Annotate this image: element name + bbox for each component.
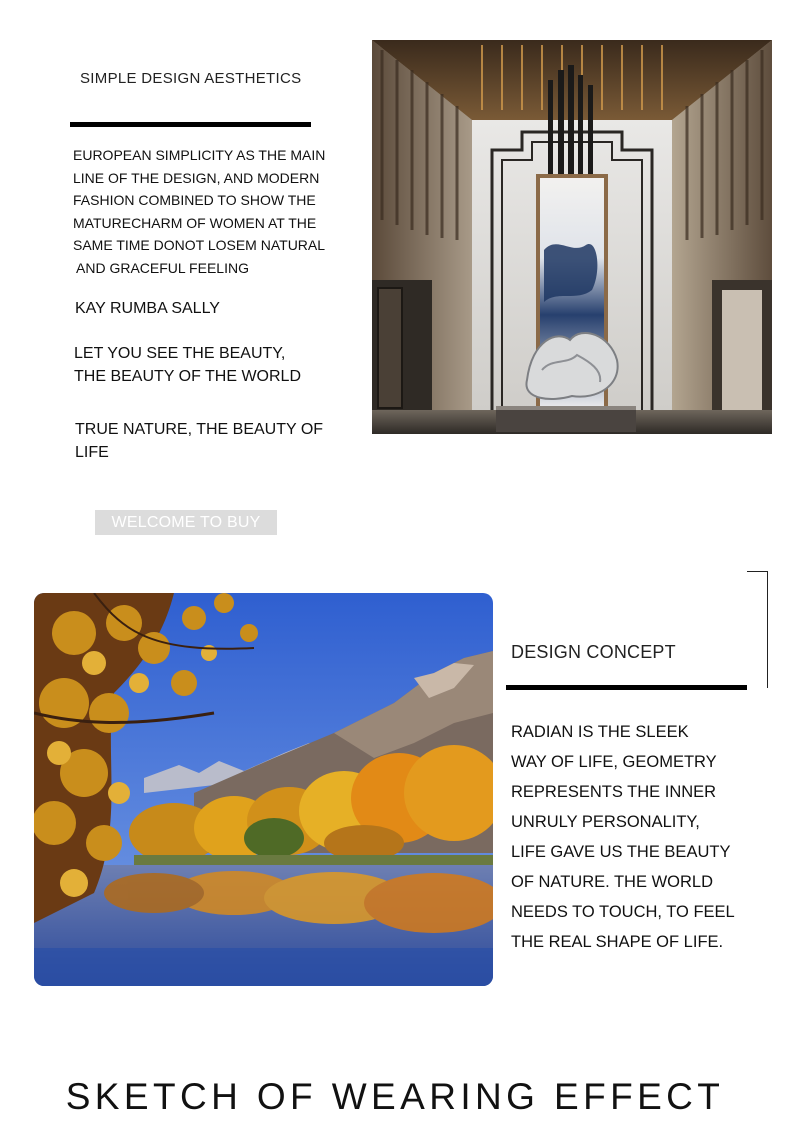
design-concept-description [511, 717, 761, 957]
tagline-line: LIFE [75, 444, 109, 461]
corner-bracket-top [747, 571, 768, 572]
description-line: MATURECHARM OF WOMEN AT THE [73, 214, 317, 231]
slogan-line: LET YOU SEE THE BEAUTY, [74, 345, 286, 362]
interior-hall-image [372, 40, 772, 434]
heading-rule [506, 685, 747, 690]
concept-line: REPRESENTS THE INNER [511, 783, 717, 801]
nature-tagline [75, 418, 323, 464]
footer-title: SKETCH OF WEARING EFFECT [65, 1076, 725, 1117]
concept-line: LIFE GAVE US THE BEAUTY [511, 843, 731, 861]
autumn-lake-image [34, 593, 493, 986]
section-heading-aesthetics: SIMPLE DESIGN AESTHETICS [80, 70, 302, 87]
description-line: LINE OF THE DESIGN, AND MODERN [73, 169, 320, 186]
concept-line: RADIAN IS THE SLEEK [511, 723, 689, 741]
description-line: EUROPEAN SIMPLICITY AS THE MAIN [73, 147, 326, 163]
aesthetics-description [73, 144, 343, 280]
tagline-line: TRUE NATURE, THE BEAUTY OF [75, 421, 324, 438]
concept-line: OF NATURE. THE WORLD [511, 873, 713, 891]
brand-name: KAY RUMBA SALLY [75, 300, 220, 317]
corner-bracket-side [767, 571, 768, 688]
slogan-line: THE BEAUTY OF THE WORLD [74, 367, 301, 385]
heading-rule [70, 122, 311, 127]
description-line: FASHION COMBINED TO SHOW THE [73, 192, 316, 209]
concept-line: UNRULY PERSONALITY, [511, 813, 700, 831]
slogan [74, 343, 301, 388]
concept-line: NEEDS TO TOUCH, TO FEEL [511, 903, 735, 921]
concept-line: WAY OF LIFE, GEOMETRY [511, 753, 717, 771]
section-heading-design-concept: DESIGN CONCEPT [511, 642, 676, 662]
description-line: SAME TIME DONOT LOSEM NATURAL [73, 237, 326, 254]
welcome-to-buy-button[interactable]: WELCOME TO BUY [95, 510, 277, 535]
concept-line: THE REAL SHAPE OF LIFE. [511, 933, 724, 951]
description-line: AND GRACEFUL FEELING [76, 259, 249, 276]
